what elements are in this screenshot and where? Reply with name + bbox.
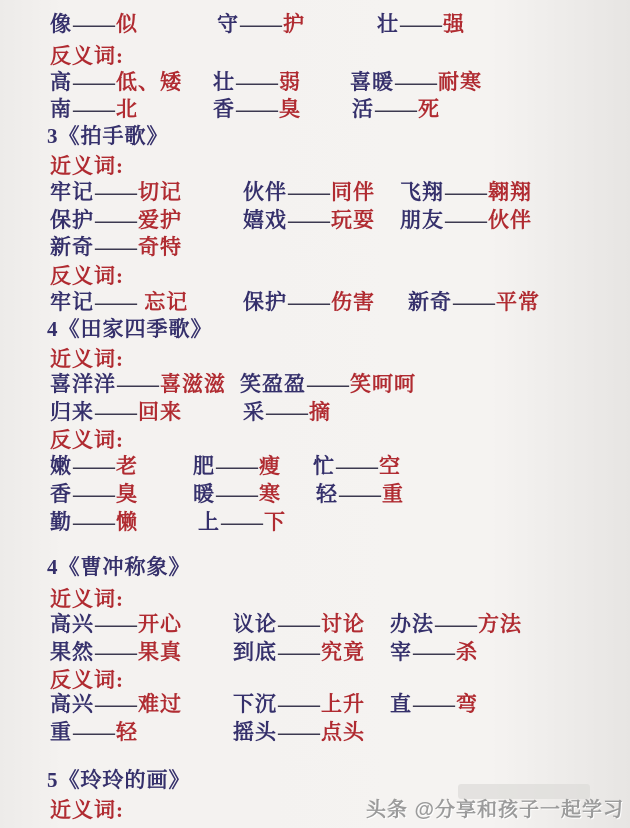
word-pair xyxy=(400,204,532,234)
target-word: 弱 xyxy=(279,70,301,94)
dash: —— xyxy=(95,640,137,664)
source-word: 朋友 xyxy=(400,208,444,232)
source-word: 守 xyxy=(217,12,239,36)
word-row xyxy=(0,478,630,504)
word-pair xyxy=(50,368,226,398)
word-pair xyxy=(193,450,281,480)
target-word: 果真 xyxy=(138,640,182,664)
word-row xyxy=(0,688,630,714)
dash: —— xyxy=(288,208,330,232)
dash: —— xyxy=(278,720,320,744)
word-row xyxy=(0,396,630,422)
dash: —— xyxy=(95,692,137,716)
word-pair xyxy=(316,478,404,508)
synonym-label: 近义词: xyxy=(50,154,124,178)
dash: —— xyxy=(435,612,477,636)
lesson-title-4a: 4《田家四季歌》 xyxy=(47,317,213,341)
dash: —— xyxy=(278,640,320,664)
dash: —— xyxy=(445,180,487,204)
dash: —— xyxy=(266,400,308,424)
target-word: 臭 xyxy=(116,482,138,506)
dash: —— xyxy=(395,70,437,94)
toutiao-watermark: 头条 @分享和孩子一起学习 xyxy=(365,799,624,821)
word-pair xyxy=(233,636,365,666)
word-pair xyxy=(390,636,478,666)
target-word: 切记 xyxy=(138,180,182,204)
source-word: 重 xyxy=(50,720,72,744)
dash: —— xyxy=(73,482,115,506)
dash: —— xyxy=(73,70,115,94)
source-word: 活 xyxy=(352,97,374,121)
word-pair xyxy=(50,396,182,426)
word-pair xyxy=(350,66,482,96)
target-word: 臭 xyxy=(279,97,301,121)
synonym-label: 近义词: xyxy=(50,347,124,371)
dash: —— xyxy=(236,97,278,121)
target-word: 奇特 xyxy=(138,235,182,259)
synonym-label: 近义词: xyxy=(50,587,124,611)
source-word: 保护 xyxy=(50,208,94,232)
source-word: 香 xyxy=(213,97,235,121)
word-row xyxy=(0,93,630,119)
target-word: 喜滋滋 xyxy=(160,372,226,396)
dash: —— xyxy=(73,454,115,478)
word-pair xyxy=(233,716,365,746)
dash: —— xyxy=(339,482,381,506)
source-word: 上 xyxy=(198,510,220,534)
word-pair xyxy=(390,688,478,718)
target-word: 低、矮 xyxy=(116,70,182,94)
source-word: 笑盈盈 xyxy=(240,372,306,396)
source-word: 归来 xyxy=(50,400,94,424)
dash: —— xyxy=(278,612,320,636)
word-pair xyxy=(377,8,465,38)
word-row xyxy=(0,66,630,92)
dash: —— xyxy=(216,454,258,478)
word-row xyxy=(0,176,630,202)
target-word: 方法 xyxy=(478,612,522,636)
word-row xyxy=(0,506,630,532)
target-word: 似 xyxy=(116,12,138,36)
dash: —— xyxy=(453,290,495,314)
dash: —— xyxy=(413,692,455,716)
dash: —— xyxy=(95,290,137,314)
word-pair xyxy=(408,286,540,316)
dash: —— xyxy=(95,208,137,232)
target-word: 死 xyxy=(418,97,440,121)
source-word: 办法 xyxy=(390,612,434,636)
source-word: 下沉 xyxy=(233,692,277,716)
word-pair xyxy=(240,368,416,398)
source-word: 忙 xyxy=(313,454,335,478)
target-word: 点头 xyxy=(321,720,365,744)
dash: —— xyxy=(236,70,278,94)
source-word: 保护 xyxy=(243,290,287,314)
dash: —— xyxy=(73,720,115,744)
source-word: 像 xyxy=(50,12,72,36)
target-word: 笑呵呵 xyxy=(350,372,416,396)
target-word: 翱翔 xyxy=(488,180,532,204)
word-pair xyxy=(243,176,375,206)
word-row xyxy=(0,231,630,257)
word-pair xyxy=(198,506,286,536)
word-pair xyxy=(50,716,138,746)
source-word: 轻 xyxy=(316,482,338,506)
word-pair xyxy=(50,176,182,206)
source-word: 香 xyxy=(50,482,72,506)
dash: —— xyxy=(445,208,487,232)
lesson-title-5: 5《玲玲的画》 xyxy=(47,768,191,792)
target-word: 护 xyxy=(283,12,305,36)
source-word: 高兴 xyxy=(50,612,94,636)
word-pair xyxy=(233,608,365,638)
dash: —— xyxy=(73,97,115,121)
target-word: 懒 xyxy=(116,510,138,534)
dash: —— xyxy=(336,454,378,478)
dash: —— xyxy=(240,12,282,36)
word-pair xyxy=(233,688,365,718)
word-pair xyxy=(50,506,138,536)
target-word: 忘记 xyxy=(138,290,189,314)
word-pair xyxy=(50,286,188,316)
source-word: 果然 xyxy=(50,640,94,664)
dash: —— xyxy=(413,640,455,664)
antonym-label: 反义词: xyxy=(50,264,124,288)
word-row xyxy=(0,636,630,662)
word-row xyxy=(0,368,630,394)
dash: —— xyxy=(278,692,320,716)
word-pair xyxy=(50,93,138,123)
source-word: 嫩 xyxy=(50,454,72,478)
dash: —— xyxy=(117,372,159,396)
source-word: 新奇 xyxy=(408,290,452,314)
antonym-label: 反义词: xyxy=(50,44,124,68)
word-pair xyxy=(50,636,182,666)
target-word: 北 xyxy=(116,97,138,121)
target-word: 杀 xyxy=(456,640,478,664)
word-pair xyxy=(400,176,532,206)
word-pair xyxy=(50,231,182,261)
source-word: 暖 xyxy=(193,482,215,506)
word-pair xyxy=(50,688,182,718)
source-word: 牢记 xyxy=(50,180,94,204)
source-word: 伙伴 xyxy=(243,180,287,204)
source-word: 勤 xyxy=(50,510,72,534)
target-word: 难过 xyxy=(138,692,182,716)
word-pair xyxy=(213,66,301,96)
target-word: 强 xyxy=(443,12,465,36)
word-row xyxy=(0,716,630,742)
word-row xyxy=(0,8,630,34)
source-word: 喜暖 xyxy=(350,70,394,94)
dash: —— xyxy=(221,510,263,534)
source-word: 采 xyxy=(243,400,265,424)
word-pair xyxy=(313,450,401,480)
target-word: 下 xyxy=(264,510,286,534)
antonym-label: 反义词: xyxy=(50,428,124,452)
source-word: 新奇 xyxy=(50,235,94,259)
word-pair xyxy=(390,608,522,638)
target-word: 玩耍 xyxy=(331,208,375,232)
source-word: 高兴 xyxy=(50,692,94,716)
target-word: 伙伴 xyxy=(488,208,532,232)
word-pair xyxy=(50,8,138,38)
target-word: 回来 xyxy=(138,400,182,424)
target-word: 轻 xyxy=(116,720,138,744)
dash: —— xyxy=(307,372,349,396)
word-pair xyxy=(50,608,182,638)
source-word: 壮 xyxy=(377,12,399,36)
word-row xyxy=(0,450,630,476)
source-word: 牢记 xyxy=(50,290,94,314)
word-pair xyxy=(50,450,138,480)
word-pair xyxy=(50,66,182,96)
word-pair xyxy=(213,93,301,123)
target-word: 重 xyxy=(382,482,404,506)
target-word: 同伴 xyxy=(331,180,375,204)
antonym-label: 反义词: xyxy=(50,668,124,692)
target-word: 伤害 xyxy=(331,290,375,314)
source-word: 嬉戏 xyxy=(243,208,287,232)
dash: —— xyxy=(95,180,137,204)
dash: —— xyxy=(95,612,137,636)
word-row xyxy=(0,608,630,634)
word-pair xyxy=(243,396,331,426)
target-word: 上升 xyxy=(321,692,365,716)
word-row xyxy=(0,204,630,230)
source-word: 直 xyxy=(390,692,412,716)
dash: —— xyxy=(375,97,417,121)
target-word: 弯 xyxy=(456,692,478,716)
dash: —— xyxy=(73,12,115,36)
source-word: 肥 xyxy=(193,454,215,478)
word-pair xyxy=(243,286,375,316)
dash: —— xyxy=(95,400,137,424)
target-word: 耐寒 xyxy=(438,70,482,94)
target-word: 讨论 xyxy=(321,612,365,636)
word-row xyxy=(0,286,630,312)
word-pair xyxy=(217,8,305,38)
source-word: 到底 xyxy=(233,640,277,664)
word-pair xyxy=(50,204,182,234)
lesson-title-3: 3《拍手歌》 xyxy=(47,124,169,148)
word-pair xyxy=(352,93,440,123)
source-word: 摇头 xyxy=(233,720,277,744)
source-word: 飞翔 xyxy=(400,180,444,204)
source-word: 高 xyxy=(50,70,72,94)
dash: —— xyxy=(288,180,330,204)
target-word: 开心 xyxy=(138,612,182,636)
target-word: 寒 xyxy=(259,482,281,506)
source-word: 壮 xyxy=(213,70,235,94)
dash: —— xyxy=(73,510,115,534)
synonym-label: 近义词: xyxy=(50,798,124,822)
target-word: 摘 xyxy=(309,400,331,424)
source-word: 南 xyxy=(50,97,72,121)
dash: —— xyxy=(400,12,442,36)
target-word: 爱护 xyxy=(138,208,182,232)
target-word: 平常 xyxy=(496,290,540,314)
source-word: 喜洋洋 xyxy=(50,372,116,396)
lesson-title-4b: 4《曹冲称象》 xyxy=(47,555,191,579)
target-word: 老 xyxy=(116,454,138,478)
dash: —— xyxy=(288,290,330,314)
word-pair xyxy=(243,204,375,234)
target-word: 究竟 xyxy=(321,640,365,664)
target-word: 空 xyxy=(379,454,401,478)
word-pair xyxy=(193,478,281,508)
dash: —— xyxy=(216,482,258,506)
dash: —— xyxy=(95,235,137,259)
source-word: 宰 xyxy=(390,640,412,664)
source-word: 议论 xyxy=(233,612,277,636)
word-pair xyxy=(50,478,138,508)
target-word: 瘦 xyxy=(259,454,281,478)
